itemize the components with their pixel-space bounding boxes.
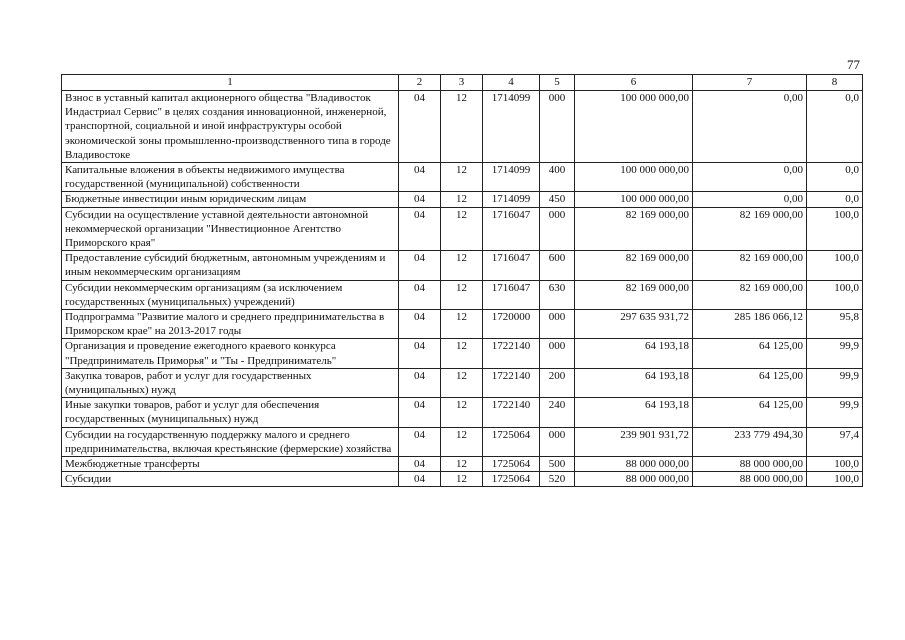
table-row	[62, 91, 863, 163]
row-csr: 1714099	[483, 91, 540, 163]
row-ved: 04	[399, 398, 441, 427]
table-row	[62, 310, 863, 339]
table-row	[62, 207, 863, 251]
table-row	[62, 472, 863, 487]
row-fact: 64 125,00	[693, 398, 807, 427]
row-ved: 04	[399, 427, 441, 456]
column-header: 4	[483, 75, 540, 91]
row-csr: 1716047	[483, 207, 540, 251]
row-name: Капитальные вложения в объекты недвижимого имущества государственной (муниципальной) собственности	[62, 163, 399, 192]
row-fact: 82 169 000,00	[693, 207, 807, 251]
row-name: Субсидии	[62, 472, 399, 487]
row-csr: 1725064	[483, 472, 540, 487]
row-plan: 100 000 000,00	[575, 192, 693, 207]
row-csr: 1722140	[483, 398, 540, 427]
row-fact: 82 169 000,00	[693, 280, 807, 309]
row-ved: 04	[399, 251, 441, 280]
row-name: Межбюджетные трансферты	[62, 457, 399, 472]
row-ved: 04	[399, 163, 441, 192]
row-fact: 0,00	[693, 192, 807, 207]
row-percent: 100,0	[807, 472, 863, 487]
row-plan: 88 000 000,00	[575, 457, 693, 472]
row-ved: 04	[399, 207, 441, 251]
row-razdel: 12	[441, 251, 483, 280]
row-plan: 100 000 000,00	[575, 163, 693, 192]
row-name: Организация и проведение ежегодного краевого конкурса "Предприниматель Приморья" и "Ты - Предприниматель"	[62, 339, 399, 368]
row-vr: 400	[540, 163, 575, 192]
row-csr: 1714099	[483, 163, 540, 192]
row-razdel: 12	[441, 91, 483, 163]
column-header: 5	[540, 75, 575, 91]
row-csr: 1720000	[483, 310, 540, 339]
row-razdel: 12	[441, 310, 483, 339]
page-number: 77	[847, 57, 860, 72]
row-fact: 88 000 000,00	[693, 457, 807, 472]
column-header: 1	[62, 75, 399, 91]
row-razdel: 12	[441, 192, 483, 207]
row-percent: 100,0	[807, 251, 863, 280]
row-csr: 1716047	[483, 280, 540, 309]
row-vr: 000	[540, 427, 575, 456]
row-percent: 100,0	[807, 207, 863, 251]
row-vr: 000	[540, 207, 575, 251]
row-razdel: 12	[441, 427, 483, 456]
row-csr: 1722140	[483, 339, 540, 368]
table-row	[62, 280, 863, 309]
row-ved: 04	[399, 472, 441, 487]
row-razdel: 12	[441, 207, 483, 251]
table-row	[62, 398, 863, 427]
row-razdel: 12	[441, 339, 483, 368]
row-percent: 0,0	[807, 91, 863, 163]
row-csr: 1725064	[483, 457, 540, 472]
row-percent: 0,0	[807, 192, 863, 207]
row-fact: 285 186 066,12	[693, 310, 807, 339]
row-fact: 82 169 000,00	[693, 251, 807, 280]
table-row	[62, 457, 863, 472]
row-vr: 000	[540, 310, 575, 339]
column-header: 8	[807, 75, 863, 91]
row-csr: 1725064	[483, 427, 540, 456]
table-row	[62, 339, 863, 368]
row-vr: 450	[540, 192, 575, 207]
row-csr: 1722140	[483, 368, 540, 397]
row-plan: 297 635 931,72	[575, 310, 693, 339]
row-razdel: 12	[441, 472, 483, 487]
row-percent: 100,0	[807, 280, 863, 309]
row-razdel: 12	[441, 457, 483, 472]
row-fact: 88 000 000,00	[693, 472, 807, 487]
row-name: Бюджетные инвестиции иным юридическим лицам	[62, 192, 399, 207]
column-header: 6	[575, 75, 693, 91]
column-header: 2	[399, 75, 441, 91]
row-percent: 100,0	[807, 457, 863, 472]
row-vr: 240	[540, 398, 575, 427]
row-plan: 64 193,18	[575, 398, 693, 427]
table-row	[62, 251, 863, 280]
row-vr: 000	[540, 339, 575, 368]
row-fact: 0,00	[693, 163, 807, 192]
row-name: Подпрограмма "Развитие малого и среднего предпринимательства в Приморском крае" на 2013-2017 годы	[62, 310, 399, 339]
row-percent: 99,9	[807, 339, 863, 368]
row-ved: 04	[399, 280, 441, 309]
row-ved: 04	[399, 368, 441, 397]
row-fact: 233 779 494,30	[693, 427, 807, 456]
row-csr: 1714099	[483, 192, 540, 207]
row-plan: 64 193,18	[575, 368, 693, 397]
row-percent: 95,8	[807, 310, 863, 339]
row-percent: 97,4	[807, 427, 863, 456]
column-header: 7	[693, 75, 807, 91]
row-ved: 04	[399, 310, 441, 339]
table-row	[62, 192, 863, 207]
row-csr: 1716047	[483, 251, 540, 280]
table-row	[62, 427, 863, 456]
row-razdel: 12	[441, 368, 483, 397]
column-header: 3	[441, 75, 483, 91]
row-name: Предоставление субсидий бюджетным, автономным учреждениям и иным некоммерческим организациям	[62, 251, 399, 280]
row-fact: 64 125,00	[693, 339, 807, 368]
row-ved: 04	[399, 91, 441, 163]
table-row	[62, 368, 863, 397]
row-fact: 0,00	[693, 91, 807, 163]
row-percent: 99,9	[807, 368, 863, 397]
row-plan: 64 193,18	[575, 339, 693, 368]
row-name: Иные закупки товаров, работ и услуг для обеспечения государственных (муниципальных) нужд	[62, 398, 399, 427]
row-vr: 000	[540, 91, 575, 163]
budget-table	[61, 74, 863, 487]
row-plan: 88 000 000,00	[575, 472, 693, 487]
row-vr: 500	[540, 457, 575, 472]
row-razdel: 12	[441, 398, 483, 427]
row-razdel: 12	[441, 280, 483, 309]
row-plan: 82 169 000,00	[575, 280, 693, 309]
row-vr: 630	[540, 280, 575, 309]
row-name: Субсидии на осуществление уставной деятельности автономной некоммерческой организации "Инвестиционное Агентство Приморского края"	[62, 207, 399, 251]
row-plan: 100 000 000,00	[575, 91, 693, 163]
row-plan: 82 169 000,00	[575, 207, 693, 251]
table-row	[62, 163, 863, 192]
row-vr: 520	[540, 472, 575, 487]
row-name: Закупка товаров, работ и услуг для государственных (муниципальных) нужд	[62, 368, 399, 397]
row-ved: 04	[399, 339, 441, 368]
row-name: Субсидии на государственную поддержку малого и среднего предпринимательства, включая крестьянские (фермерские) хозяйства	[62, 427, 399, 456]
header-row	[62, 75, 863, 91]
row-percent: 99,9	[807, 398, 863, 427]
row-razdel: 12	[441, 163, 483, 192]
row-plan: 82 169 000,00	[575, 251, 693, 280]
row-ved: 04	[399, 457, 441, 472]
row-plan: 239 901 931,72	[575, 427, 693, 456]
row-vr: 200	[540, 368, 575, 397]
row-ved: 04	[399, 192, 441, 207]
row-vr: 600	[540, 251, 575, 280]
row-name: Взнос в уставный капитал акционерного общества "Владивосток Индастриал Сервис" в целях создания инновационной, инженерной, транспортной, социальной и иной инфраструктуры особой экономической зоны промышленно-производственного типа в городе Владивостоке	[62, 91, 399, 163]
row-name: Субсидии некоммерческим организациям (за исключением государственных (муниципальных) учреждений)	[62, 280, 399, 309]
row-percent: 0,0	[807, 163, 863, 192]
row-fact: 64 125,00	[693, 368, 807, 397]
